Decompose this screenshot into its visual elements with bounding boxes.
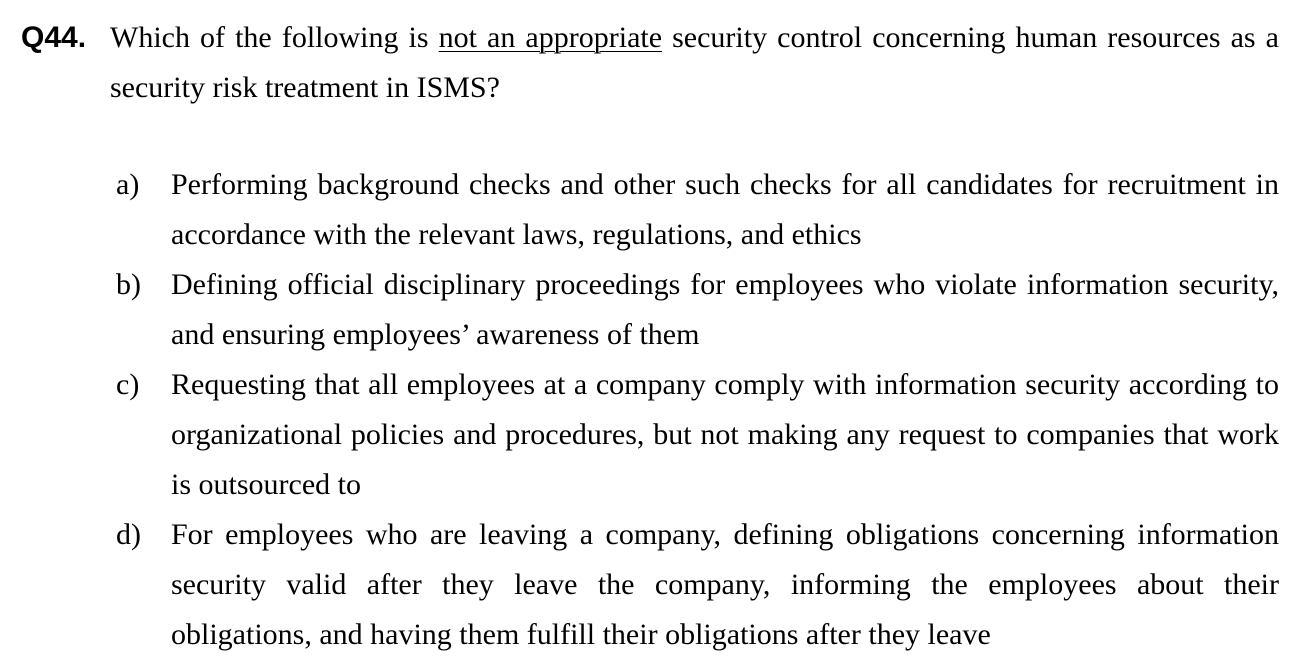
question-emphasis: not an appropriate	[438, 21, 663, 54]
option-a[interactable]	[116, 160, 1279, 260]
answer-options	[116, 160, 1279, 660]
option-label: b)	[116, 268, 141, 301]
option-label: d)	[116, 518, 141, 551]
option-text: Defining official disciplinary proceedings for employees who violate information security, and ensuring employees’ awareness of them	[171, 268, 1279, 351]
option-c[interactable]	[116, 360, 1279, 510]
question-text	[110, 13, 1279, 113]
option-label: c)	[116, 368, 140, 401]
question-text-before: Which of the following is	[110, 21, 439, 54]
option-b[interactable]	[116, 260, 1279, 360]
question-number: Q44.	[21, 21, 87, 54]
question-text-after: security control concerning human resources as a security risk treatment in ISMS?	[110, 21, 1279, 104]
option-text: Requesting that all employees at a company comply with information security according to organizational policies and procedures, but not making any request to companies that work is outsourced to	[171, 368, 1279, 501]
option-text: Performing background checks and other such checks for all candidates for recruitment in accordance with the relevant laws, regulations, and ethics	[171, 168, 1279, 251]
option-label: a)	[116, 168, 140, 201]
option-d[interactable]	[116, 510, 1279, 660]
question-block	[21, 13, 1279, 113]
option-text: For employees who are leaving a company, defining obligations concerning information security valid after they leave the company, informing the employees about their obligations, and having them fulfill their obligations after they leave	[171, 518, 1279, 651]
